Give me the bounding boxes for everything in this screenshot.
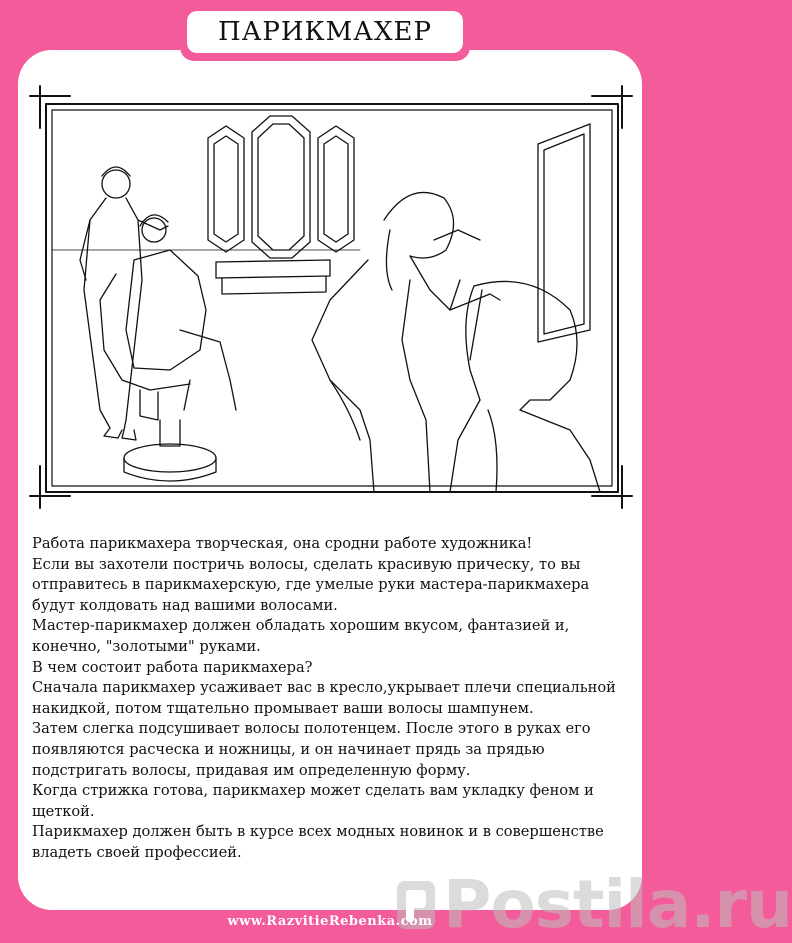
article-line: щеткой. bbox=[32, 802, 95, 820]
left-hairdresser bbox=[80, 167, 168, 440]
article-line: владеть своей профессией. bbox=[32, 843, 242, 861]
article-line: Если вы захотели постричь волосы, сделать красивую прическу, то вы bbox=[32, 555, 581, 573]
article-line: конечно, "золотыми" руками. bbox=[32, 637, 261, 655]
right-client bbox=[450, 281, 600, 492]
footer-url: www.RazvitieRebenka.com bbox=[227, 914, 433, 929]
watermark-text: Postila.ru bbox=[443, 866, 792, 943]
page-title: ПАРИКМАХЕР bbox=[218, 17, 432, 47]
hairdresser-illustration bbox=[30, 80, 632, 512]
article-line: Затем слегка подсушивает волосы полотенцем. После этого в руках его bbox=[32, 720, 591, 738]
article-line: Работа парикмахера творческая, она сродни работе художника! bbox=[32, 535, 533, 552]
article-line: Парикмахер должен быть в курсе всех модных новинок и в совершенстве bbox=[32, 823, 604, 841]
salon-mirrors bbox=[208, 116, 354, 258]
wall-mirror bbox=[538, 124, 590, 342]
illustration-frame bbox=[30, 86, 632, 508]
right-hairdresser bbox=[312, 192, 500, 492]
article-line: Мастер-парикмахер должен обладать хорошим вкусом, фантазией и, bbox=[32, 617, 570, 635]
article-line: подстригать волосы, придавая им определенную форму. bbox=[32, 761, 471, 779]
article-line: появляются расческа и ножницы, и он начинает прядь за прядью bbox=[32, 740, 545, 758]
article-line: отправитесь в парикмахерскую, где умелые руки мастера-парикмахера bbox=[32, 576, 590, 594]
title-banner-inner bbox=[187, 11, 463, 53]
postila-watermark bbox=[395, 866, 792, 943]
article-text bbox=[32, 534, 632, 864]
article-line: Сначала парикмахер усаживает вас в кресло,укрывает плечи специальной bbox=[32, 679, 616, 697]
article-line: В чем состоит работа парикмахера? bbox=[32, 658, 313, 676]
salon-chair-client bbox=[100, 215, 236, 481]
article-line: будут колдовать над вашими волосами. bbox=[32, 596, 338, 614]
salon-counter bbox=[216, 260, 330, 294]
article-line: накидкой, потом тщательно промывает ваши волосы шампунем. bbox=[32, 699, 534, 717]
article-line: Когда стрижка готова, парикмахер может сделать вам укладку феном и bbox=[32, 782, 594, 800]
title-banner bbox=[180, 5, 470, 61]
